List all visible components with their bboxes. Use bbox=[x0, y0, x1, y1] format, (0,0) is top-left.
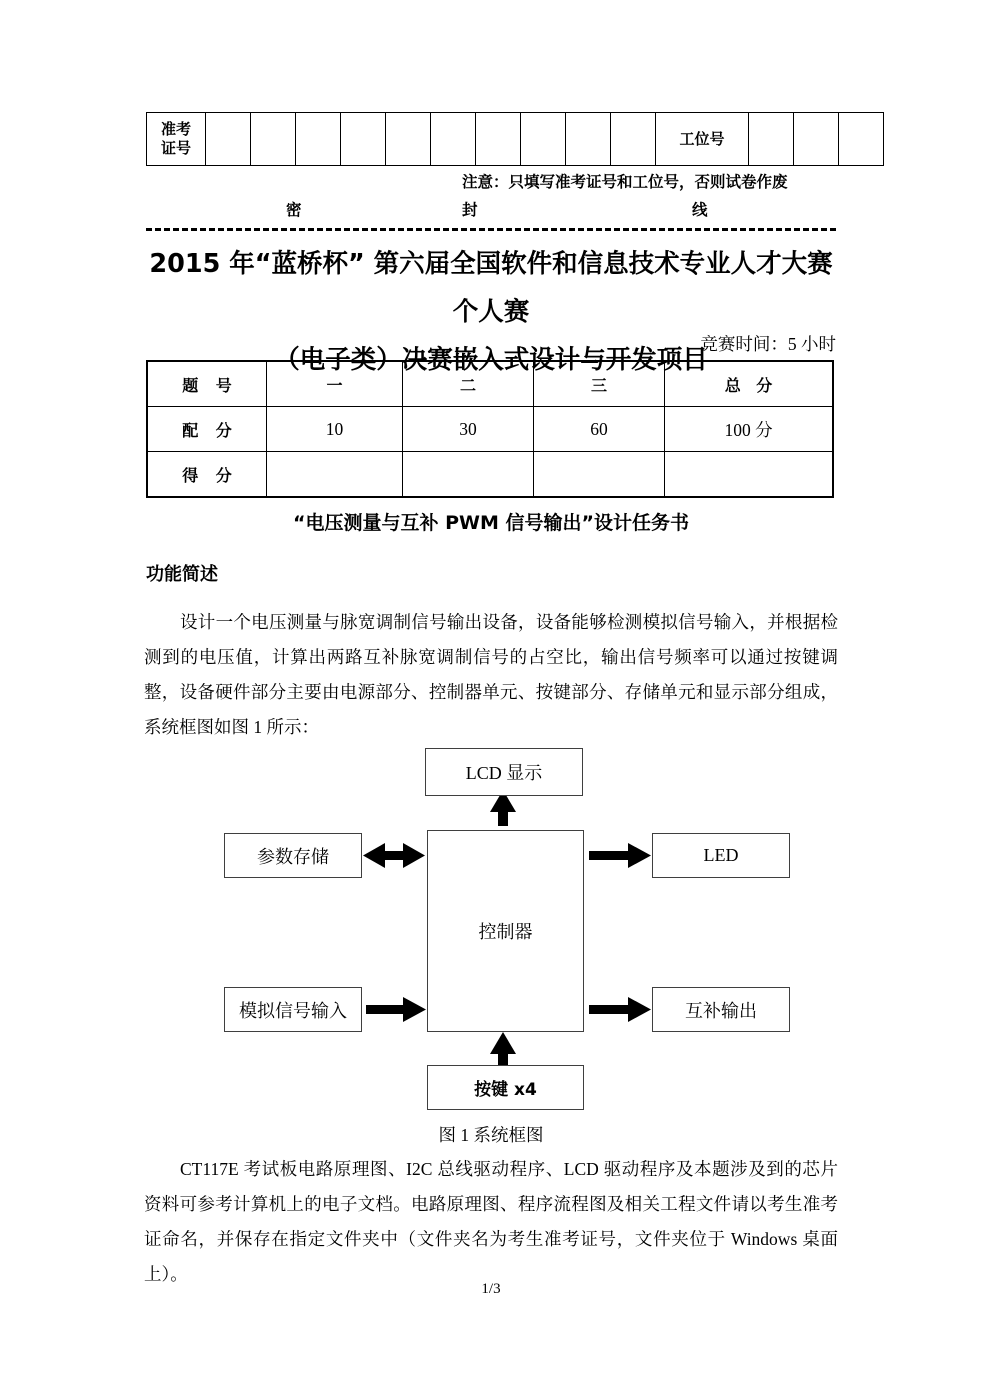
allocated-value-1: 10 bbox=[267, 407, 403, 452]
seal-notice-text: 注意：只填写准考证号和工位号，否则试卷作废 bbox=[462, 173, 788, 191]
task-book-title: “电压测量与互补 PWM 信号输出”设计任务书 bbox=[293, 512, 689, 534]
table-row-question-numbers bbox=[147, 361, 833, 407]
figure-caption: 图 1 系统框图 bbox=[438, 1125, 544, 1145]
diagram-box-led: LED bbox=[652, 833, 790, 878]
score-row-header-question: 题 号 bbox=[147, 361, 267, 407]
earned-value-total[interactable] bbox=[665, 452, 834, 498]
admission-label-line1: 准考 bbox=[160, 120, 191, 139]
diagram-box-analog-input: 模拟信号输入 bbox=[224, 987, 362, 1032]
table-row bbox=[147, 113, 884, 166]
score-row-header-earned: 得 分 bbox=[147, 452, 267, 498]
score-row-header-allocated: 配 分 bbox=[147, 407, 267, 452]
admission-digit-cell-8[interactable] bbox=[521, 113, 566, 166]
page-title-line1: 2015 年“蓝桥杯” 第六届全国软件和信息技术专业人才大赛个人赛 bbox=[149, 249, 833, 327]
score-table bbox=[146, 360, 834, 498]
page-title-line2: （电子类）决赛嵌入式设计与开发项目 bbox=[274, 345, 708, 375]
earned-value-2[interactable] bbox=[403, 452, 534, 498]
seal-word-feng: 封 bbox=[462, 201, 478, 219]
diagram-box-complementary-output: 互补输出 bbox=[652, 987, 790, 1032]
station-digit-cell-2[interactable] bbox=[794, 113, 839, 166]
admission-digit-cell-3[interactable] bbox=[296, 113, 341, 166]
admission-digit-cell-5[interactable] bbox=[386, 113, 431, 166]
score-col-header-1: 一 bbox=[267, 361, 403, 407]
allocated-value-3: 60 bbox=[534, 407, 665, 452]
station-digit-cell-1[interactable] bbox=[749, 113, 794, 166]
admission-digit-cell-9[interactable] bbox=[566, 113, 611, 166]
arrow-keys-to-controller bbox=[490, 1032, 516, 1066]
admission-digit-cell-2[interactable] bbox=[251, 113, 296, 166]
seal-word-mi: 密 bbox=[286, 201, 302, 219]
score-col-header-total: 总 分 bbox=[665, 361, 834, 407]
seal-line-words bbox=[146, 198, 834, 224]
admission-seal-table bbox=[146, 112, 884, 166]
table-row-allocated bbox=[147, 407, 833, 452]
notice-row bbox=[146, 170, 834, 200]
seal-word-xian: 线 bbox=[692, 201, 708, 219]
paragraph-intro: 设计一个电压测量与脉宽调制信号输出设备，设备能够检测模拟信号输入，并根据检测到的电压值，计算出两路互补脉宽调制信号的占空比，输出信号频率可以通过按键调整，设备硬件部分主要由电源部分、控制器单元、按键部分、存储单元和显示部分组成，系统框图如图 1 所示： bbox=[144, 612, 838, 737]
earned-value-3[interactable] bbox=[534, 452, 665, 498]
contest-time-label: 竞赛时间：5 小时 bbox=[700, 334, 836, 354]
diagram-box-param-storage: 参数存储 bbox=[224, 833, 362, 878]
admission-label-line2: 证号 bbox=[160, 139, 191, 157]
admission-digit-cell-1[interactable] bbox=[206, 113, 251, 166]
section-heading-function-overview: 功能简述 bbox=[146, 564, 218, 585]
paragraph-note: CT117E 考试板电路原理图、I2C 总线驱动程序、LCD 驱动程序及本题涉及到的芯片资料可参考计算机上的电子文档。电路原理图、程序流程图及相关工程文件请以考生准考证命名，并保存在指定文件夹中（文件夹名为考生准考证号，文件夹位于 Windows 桌面上）。 bbox=[144, 1159, 838, 1284]
diagram-box-keys: 按键 x4 bbox=[427, 1065, 584, 1110]
diagram-box-controller: 控制器 bbox=[427, 830, 584, 1032]
admission-number-label bbox=[147, 113, 206, 166]
allocated-value-2: 30 bbox=[403, 407, 534, 452]
arrow-param-storage-controller bbox=[363, 843, 425, 868]
page-number: 1/3 bbox=[481, 1281, 501, 1297]
arrow-controller-to-led bbox=[589, 843, 651, 868]
arrow-analog-to-controller bbox=[366, 997, 426, 1022]
admission-digit-cell-7[interactable] bbox=[476, 113, 521, 166]
table-row-earned bbox=[147, 452, 833, 498]
admission-digit-cell-10[interactable] bbox=[611, 113, 656, 166]
system-block-diagram bbox=[0, 730, 982, 1150]
score-col-header-2: 二 bbox=[403, 361, 534, 407]
arrow-controller-to-complementary bbox=[589, 997, 651, 1022]
allocated-value-total: 100 分 bbox=[665, 407, 834, 452]
diagram-box-lcd-display: LCD 显示 bbox=[425, 748, 583, 796]
station-number-label: 工位号 bbox=[656, 113, 749, 166]
admission-digit-cell-4[interactable] bbox=[341, 113, 386, 166]
station-digit-cell-3[interactable] bbox=[839, 113, 884, 166]
score-col-header-3: 三 bbox=[534, 361, 665, 407]
dashed-separator-rule bbox=[146, 228, 836, 231]
admission-digit-cell-6[interactable] bbox=[431, 113, 476, 166]
earned-value-1[interactable] bbox=[267, 452, 403, 498]
